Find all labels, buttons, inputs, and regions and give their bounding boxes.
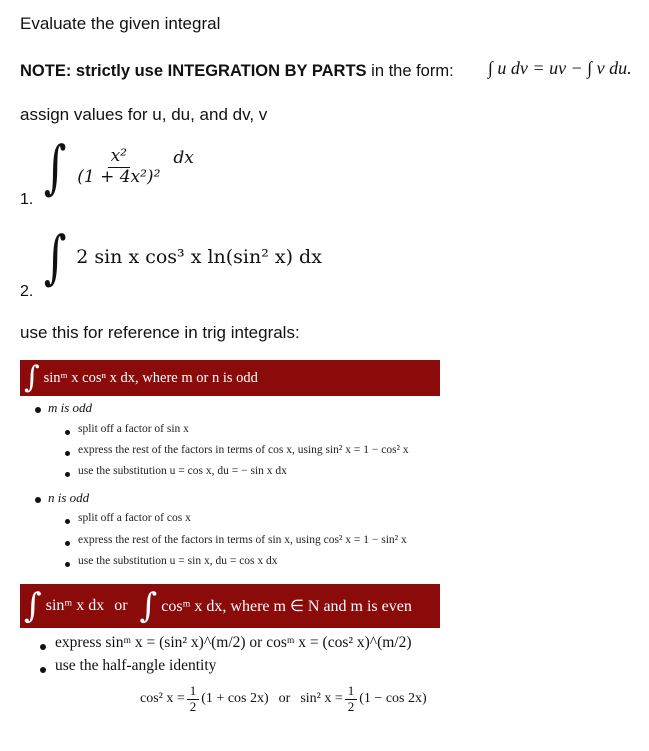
note-bold: NOTE: strictly use INTEGRATION BY PARTS [20,62,367,80]
half-fraction [187,684,200,715]
problem-1-denominator: (1 + 4x²)² [77,166,161,187]
identity-cos-lhs: cos² x = [140,691,185,707]
integral-sign: ∫ [43,133,67,201]
identity-cos-rhs: (1 + cos 2x) [201,691,269,707]
problem-2-integrand: 2 sin x cos³ x ln(sin² x) dx [76,246,322,268]
half-denominator: 2 [189,698,197,714]
problem-1-dx: dx [173,148,194,168]
half-fraction [345,684,358,715]
half-denominator: 2 [347,698,355,714]
section-2-item-1: express sinᵐ x = (sin² x)^(m/2) or cosᵐ x = (cos² x)^(m/2) [55,634,412,651]
reference-section-2-banner [20,584,440,628]
section-2-title-a: sinᵐ x dx [45,597,105,614]
case-n-item-1: split off a factor of cos x [78,512,191,524]
integral-sign: ∫ [24,360,40,395]
section-2-title-b: cosᵐ x dx, where m ∈ N and m is even [161,598,412,615]
half-numerator: 1 [345,684,358,700]
identity-sin-lhs: sin² x = [300,691,343,707]
case-m-item-3: use the substitution u = cos x, du = − sin x dx [78,465,287,477]
problem-1-numerator: x² [108,147,130,168]
reference-intro: use this for reference in trig integrals: [20,323,300,342]
note-rest: in the form: [366,62,454,80]
problem-1-expression [40,133,194,201]
instruction-note [20,62,454,81]
case-n-odd-label: n is odd [48,490,90,505]
section-2-title-or: or [114,597,128,614]
integral-sign: ∫ [139,586,158,626]
section-2-item-2: use the half-angle identity [55,657,217,674]
integral-sign: ∫ [43,223,67,291]
case-n-item-2: express the rest of the factors in terms of sin x, using cos² x = 1 − sin² x [78,534,407,546]
problem-1-number: 1. [20,191,34,208]
page-title: Evaluate the given integral [20,14,221,33]
case-m-item-1: split off a factor of sin x [78,423,189,435]
problem-1-fraction [74,147,163,187]
section-1-title: sinᵐ x cosⁿ x dx, where m or n is odd [43,369,258,386]
case-m-item-2: express the rest of the factors in terms of cos x, using sin² x = 1 − cos² x [78,444,409,456]
identity-sin-rhs: (1 − cos 2x) [359,691,427,707]
ibp-formula: ∫ u dv = uv − ∫ v du. [488,58,632,78]
case-m-odd-label: m is odd [48,400,93,415]
integral-sign: ∫ [24,586,42,626]
half-angle-identity [140,684,427,715]
half-numerator: 1 [187,684,200,700]
assign-instruction: assign values for u, du, and dv, v [20,105,268,124]
problem-2-expression [40,223,322,291]
identity-or: or [278,691,291,707]
case-n-item-3: use the substitution u = sin x, du = cos x dx [78,555,278,567]
problem-2-number: 2. [20,283,34,300]
reference-section-1-banner [20,360,440,396]
